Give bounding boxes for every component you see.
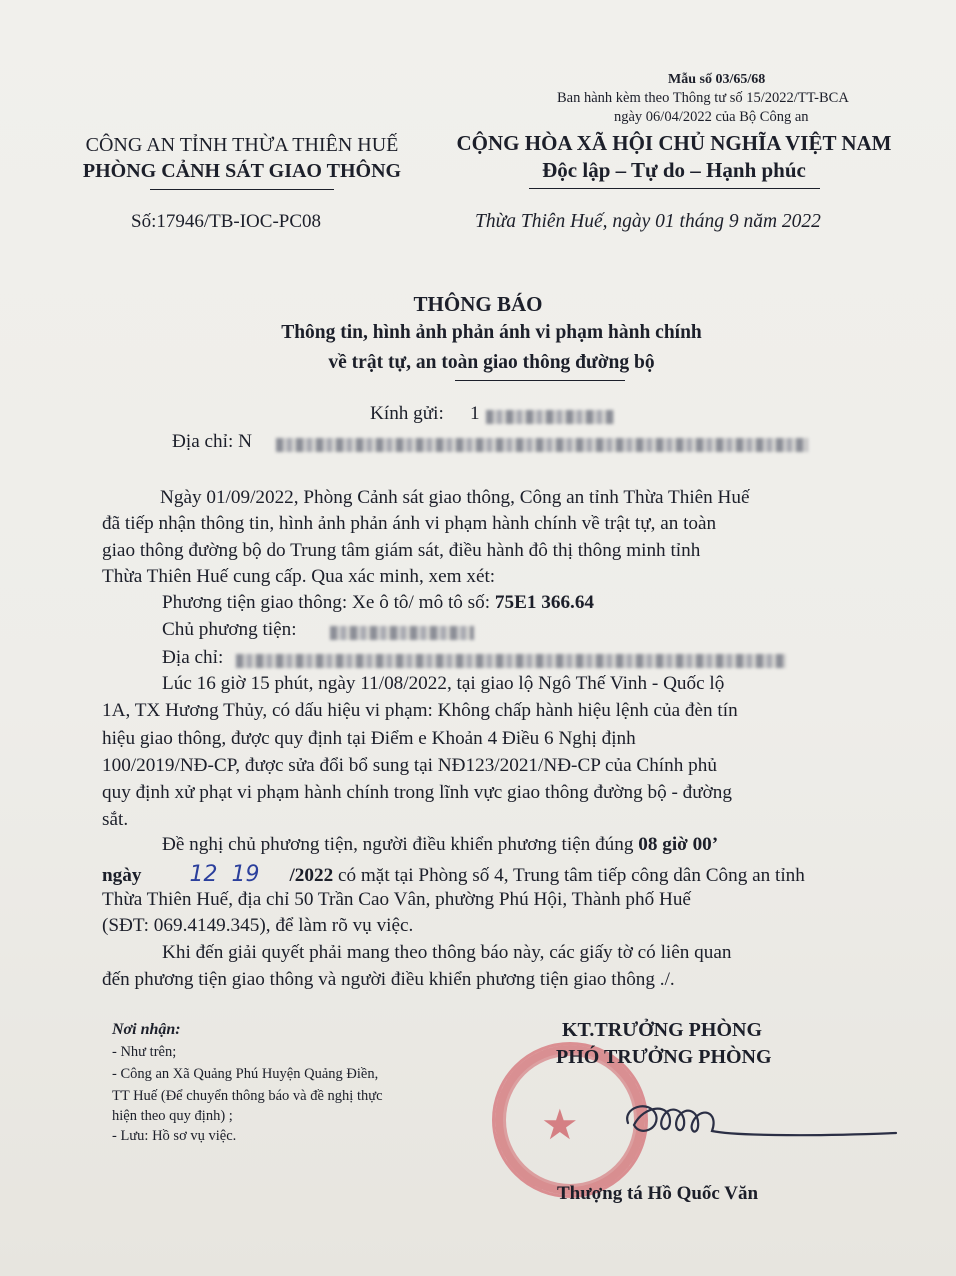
agency-name: PHÒNG CẢNH SÁT GIAO THÔNG bbox=[82, 160, 402, 182]
signer-name: Thượng tá Hồ Quốc Văn bbox=[557, 1183, 759, 1204]
p1-line3: giao thông đường bộ do Trung tâm giám sát, điều hành đô thị thông minh tỉnh bbox=[102, 540, 701, 561]
p2-line6: sắt. bbox=[102, 809, 129, 830]
p1-line1: Ngày 01/09/2022, Phòng Cảnh sát giao thông, Công an tỉnh Thừa Thiên Huế bbox=[160, 487, 750, 508]
agency-parent: CÔNG AN TỈNH THỪA THIÊN HUẾ bbox=[85, 134, 399, 156]
p3-line4: (SĐT: 069.4149.345), để làm rõ vụ việc. bbox=[102, 915, 414, 936]
p1-line4: Thừa Thiên Huế cung cấp. Qua xác minh, xem xét: bbox=[102, 566, 496, 587]
p3-line3: Thừa Thiên Huế, địa chỉ 50 Trần Cao Vân, phường Phú Hội, Thành phố Huế bbox=[102, 889, 691, 910]
recipients-item-3: TT Huế (Để chuyển thông báo và đề nghị thực bbox=[112, 1088, 383, 1104]
p3-time: 08 giờ 00’ bbox=[638, 834, 719, 855]
p3-ngay: ngày bbox=[102, 865, 142, 886]
document-number: Số:17946/TB-IOC-PC08 bbox=[131, 211, 322, 232]
p3-rest: có mặt tại Phòng số 4, Trung tâm tiếp công dân Công an tỉnh bbox=[333, 865, 805, 886]
place-date: Thừa Thiên Huế, ngày 01 tháng 9 năm 2022 bbox=[475, 211, 821, 232]
motto-underline bbox=[529, 188, 820, 189]
agency-underline bbox=[150, 189, 334, 190]
owner-address-label: Địa chỉ: bbox=[162, 647, 224, 668]
p1-line2: đã tiếp nhận thông tin, hình ảnh phản ánh vi phạm hành chính về trật tự, an toàn bbox=[102, 513, 717, 534]
recipients-item-1: - Như trên; bbox=[112, 1044, 177, 1060]
notice-subtitle-line1: Thông tin, hình ảnh phản ánh vi phạm hành chính bbox=[281, 322, 702, 343]
vehicle-plate: 75E1 366.64 bbox=[494, 592, 595, 613]
recipients-title: Nơi nhận: bbox=[112, 1021, 181, 1038]
redacted-owner-name bbox=[330, 626, 474, 640]
circular-reference: Ban hành kèm theo Thông tư số 15/2022/TT-BCA bbox=[557, 90, 849, 106]
p3-line2 bbox=[102, 862, 805, 887]
title-underline bbox=[455, 380, 625, 381]
handwritten-day: 12 bbox=[189, 862, 218, 887]
notice-title: THÔNG BÁO bbox=[413, 292, 543, 316]
address-label: Địa chỉ: N bbox=[172, 431, 252, 452]
p3-line1 bbox=[162, 834, 718, 856]
p2-line2: 1A, TX Hương Thủy, có dấu hiệu vi phạm: Không chấp hành hiệu lệnh của đèn tín bbox=[102, 700, 738, 721]
nation-title: CỘNG HÒA XÃ HỘI CHỦ NGHĨA VIỆT NAM bbox=[456, 131, 892, 155]
signature-on-behalf: KT.TRƯỞNG PHÒNG bbox=[562, 1019, 762, 1041]
owner-label: Chủ phương tiện: bbox=[162, 619, 297, 640]
p3-text: Đề nghị chủ phương tiện, người điều khiển phương tiện đúng bbox=[162, 834, 639, 855]
redacted-recipient-address bbox=[276, 438, 808, 452]
handwritten-signature bbox=[600, 1085, 900, 1160]
redacted-recipient-name bbox=[486, 410, 614, 424]
handwritten-month: 19 bbox=[231, 862, 260, 887]
signature-position: PHÓ TRƯỞNG PHÒNG bbox=[556, 1046, 772, 1068]
vehicle-label: Phương tiện giao thông: Xe ô tô/ mô tô số: bbox=[162, 592, 495, 613]
recipient-label: Kính gửi: bbox=[370, 403, 444, 424]
redacted-owner-address bbox=[236, 654, 786, 668]
p2-line5: quy định xử phạt vi phạm hành chính trong lĩnh vực giao thông đường bộ - đường bbox=[102, 782, 732, 803]
p2-line3: hiệu giao thông, được quy định tại Điểm e Khoản 4 Điều 6 Nghị định bbox=[102, 728, 636, 749]
nation-motto: Độc lập – Tự do – Hạnh phúc bbox=[542, 158, 806, 182]
p2-line4: 100/2019/NĐ-CP, được sửa đổi bổ sung tại NĐ123/2021/NĐ-CP của Chính phủ bbox=[102, 755, 717, 776]
form-number: Mẫu số 03/65/68 bbox=[668, 72, 766, 87]
notice-subtitle-line2: về trật tự, an toàn giao thông đường bộ bbox=[328, 352, 655, 373]
p4-line1: Khi đến giải quyết phải mang theo thông báo này, các giấy tờ có liên quan bbox=[162, 942, 732, 963]
recipient-visible: 1 bbox=[470, 403, 480, 424]
recipients-item-2: - Công an Xã Quảng Phú Huyện Quảng Điền, bbox=[112, 1066, 379, 1082]
vehicle-line bbox=[162, 592, 594, 614]
p2-line1: Lúc 16 giờ 15 phút, ngày 11/08/2022, tại giao lộ Ngô Thế Vinh - Quốc lộ bbox=[162, 673, 725, 694]
circular-date: ngày 06/04/2022 của Bộ Công an bbox=[614, 109, 809, 125]
seal-star-icon: ★ bbox=[541, 1100, 579, 1149]
p3-year: /2022 bbox=[289, 865, 334, 886]
recipients-item-4: hiện theo quy định) ; bbox=[112, 1108, 233, 1124]
recipients-item-5: - Lưu: Hồ sơ vụ việc. bbox=[112, 1128, 237, 1144]
p4-line2: đến phương tiện giao thông và người điều khiển phương tiện giao thông ./. bbox=[102, 969, 675, 990]
